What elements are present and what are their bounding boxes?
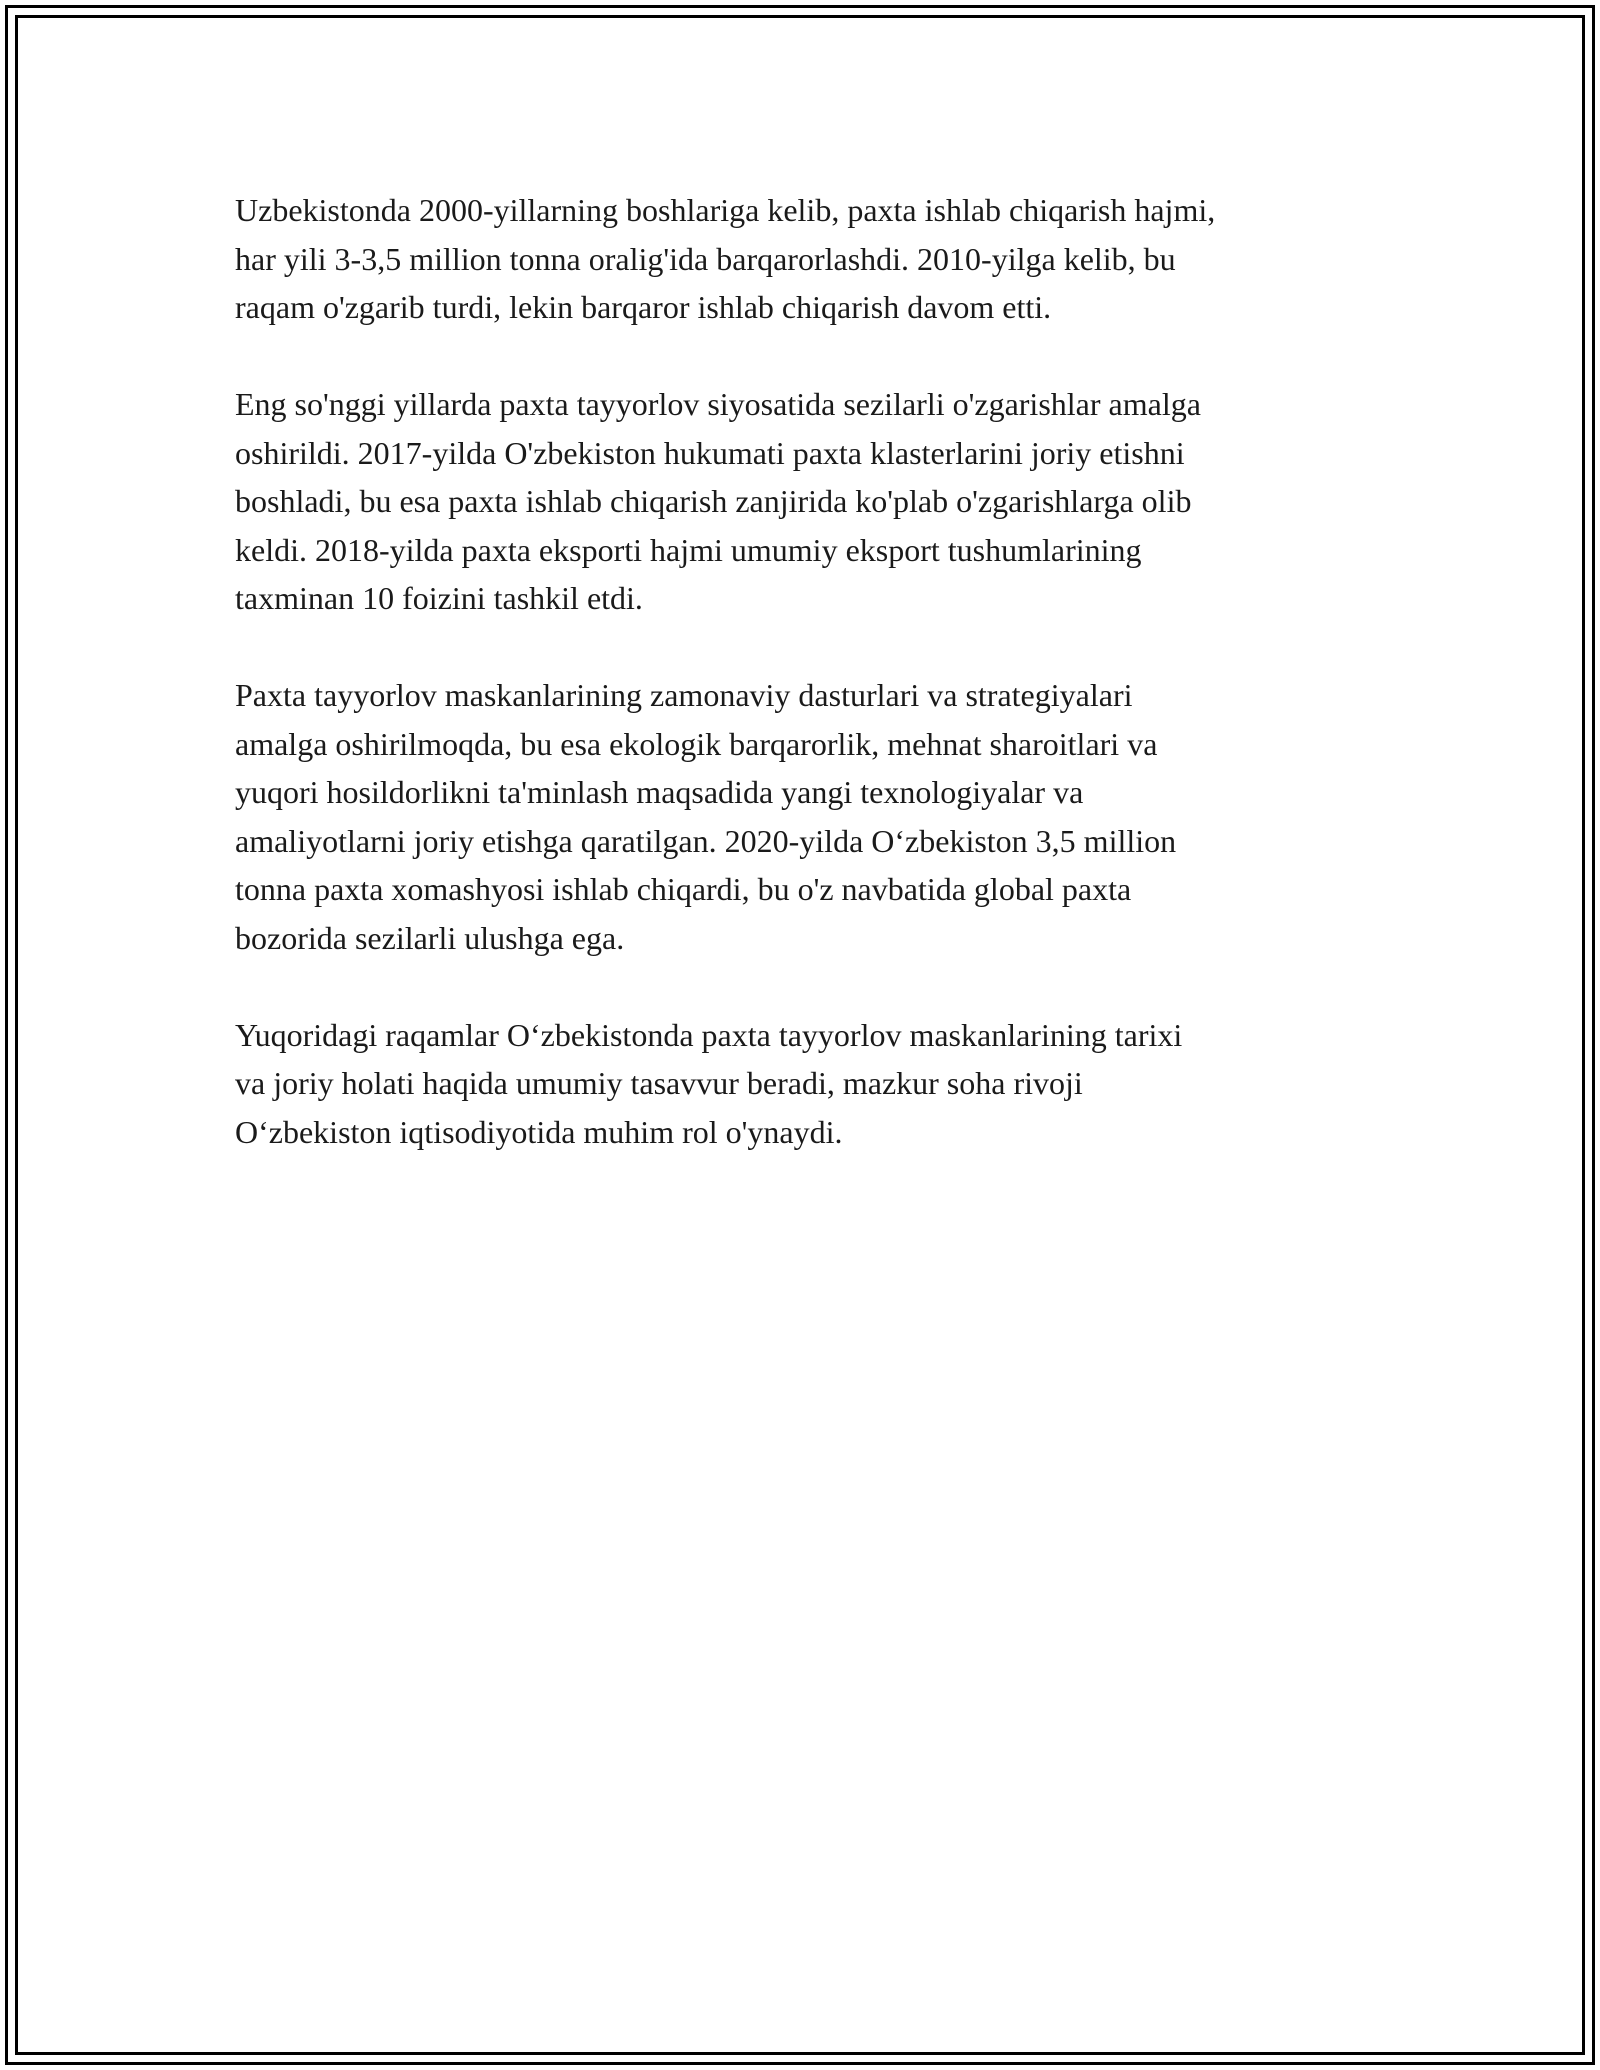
paragraph-4: Yuqoridagi raqamlar O‘zbekistonda paxta tayyorlov maskanlarining tarixi va joriy holati haqida umumiy tasavvur beradi, mazkur soha rivoji O‘zbekiston iqtisodiyotida muhim rol o'ynaydi.	[235, 1016, 1183, 1150]
paragraph-1: Uzbekistonda 2000-yillarning boshlariga kelib, paxta ishlab chiqarish hajmi, har yili 3-3,5 million tonna oralig'ida barqarorlashdi. 2010-yilga kelib, bu raqam o'zgarib turdi, lekin barqaror ishlab chiqarish davom etti.	[235, 192, 1216, 325]
paragraph-3: Paxta tayyorlov maskanlarining zamonaviy dasturlari va strategiyalari amalga oshirilmoqda, bu esa ekologik barqarorlik, mehnat sharoitlari va yuqori hosildorlikni ta'minlash maqsadida yangi texnologiyalar va amaliyotlarni joriy etishga qaratilgan. 2020-yilda O‘zbekiston 3,5 million tonna paxta xomashyosi ishlab chiqardi, bu o'z navbatida global paxta bozorida sezilarli ulushga ega.	[235, 677, 1177, 956]
document-body	[235, 186, 1385, 1205]
paragraph-2: Eng so'nggi yillarda paxta tayyorlov siyosatida sezilarli o'zgarishlar amalga oshirildi. 2017-yilda O'zbekiston hukumati paxta klasterlarini joriy etishni boshladi, bu esa paxta ishlab chiqarish zanjirida ko'plab o'zgarishlarga olib keldi. 2018-yilda paxta eksporti hajmi umumiy eksport tushumlarining taxminan 10 foizini tashkil etdi.	[235, 386, 1201, 616]
